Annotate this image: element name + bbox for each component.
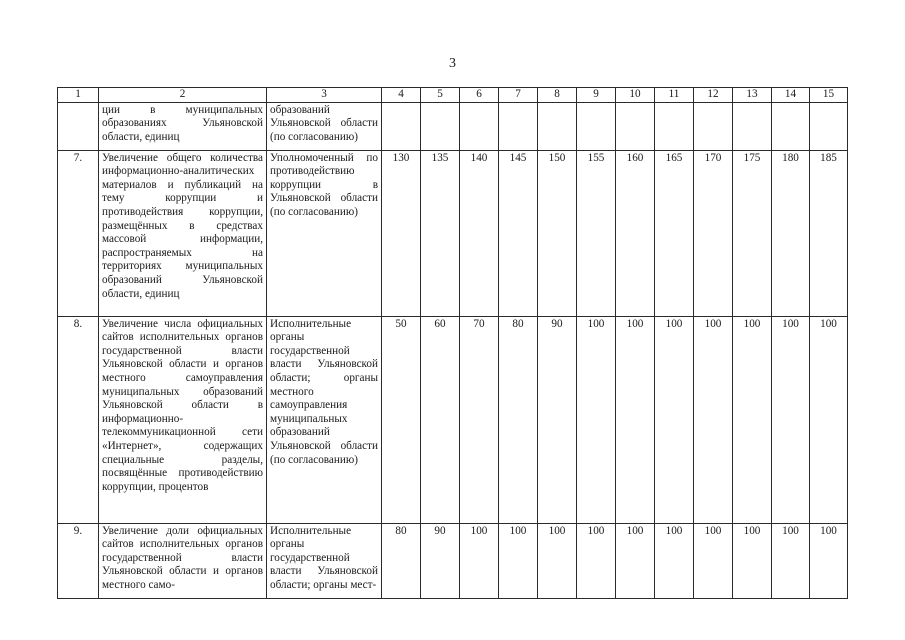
table-row: [58, 316, 848, 523]
value-cell: 130: [382, 150, 421, 316]
value-cell: 100: [733, 523, 772, 598]
value-cell: 100: [772, 316, 810, 523]
table-row: [58, 150, 848, 316]
column-header: 5: [421, 88, 460, 103]
value-cell: 135: [421, 150, 460, 316]
value-cell: 100: [616, 316, 655, 523]
column-header: 4: [382, 88, 421, 103]
page-number: 3: [449, 56, 456, 71]
column-header: 15: [810, 88, 848, 103]
value-cell: [460, 102, 499, 150]
value-cell: [499, 102, 538, 150]
value-cell: 100: [772, 523, 810, 598]
column-header: 12: [694, 88, 733, 103]
value-cell: 100: [538, 523, 577, 598]
value-cell: 145: [499, 150, 538, 316]
value-cell: [616, 102, 655, 150]
row-number: 8.: [58, 316, 99, 523]
value-cell: [772, 102, 810, 150]
column-header: 2: [99, 88, 267, 103]
indicator-text: Увеличение доли официальных сайтов исполнительных органов государственной власти Ульяновской области и органов местного само-: [99, 523, 267, 598]
value-cell: 175: [733, 150, 772, 316]
value-cell: 185: [810, 150, 848, 316]
value-cell: 100: [577, 316, 616, 523]
table-row: [58, 523, 848, 598]
value-cell: 100: [655, 523, 694, 598]
value-cell: 100: [655, 316, 694, 523]
value-cell: 150: [538, 150, 577, 316]
value-cell: 165: [655, 150, 694, 316]
row-number: 7.: [58, 150, 99, 316]
value-cell: 170: [694, 150, 733, 316]
table-header-row: [58, 88, 848, 103]
value-cell: [733, 102, 772, 150]
column-header: 14: [772, 88, 810, 103]
value-cell: 90: [538, 316, 577, 523]
column-header: 9: [577, 88, 616, 103]
column-header: 10: [616, 88, 655, 103]
value-cell: 100: [810, 316, 848, 523]
row-number: 9.: [58, 523, 99, 598]
value-cell: 90: [421, 523, 460, 598]
value-cell: 140: [460, 150, 499, 316]
column-header: 3: [267, 88, 382, 103]
column-header: 13: [733, 88, 772, 103]
value-cell: 100: [499, 523, 538, 598]
responsible-text: Исполнительные органы государственной власти Ульяновской области; органы мест-: [267, 523, 382, 598]
indicators-table: [57, 87, 848, 599]
responsible-text: Исполнительные органы государственной власти Ульяновской области; органы местного самоуправления муниципальных образований Ульяновской области (по согласованию): [267, 316, 382, 523]
column-header: 7: [499, 88, 538, 103]
indicator-text: Увеличение числа официальных сайтов исполнительных органов государственной власти Ульяновской области и органов местного самоуправления муниципальных образований Ульяновской области в информационно-телекоммуникационной сети «Интернет», содержащих специальные разделы, посвящённые противодействию коррупции, процентов: [99, 316, 267, 523]
value-cell: 100: [694, 316, 733, 523]
value-cell: [694, 102, 733, 150]
column-header: 8: [538, 88, 577, 103]
value-cell: [382, 102, 421, 150]
value-cell: 100: [810, 523, 848, 598]
value-cell: 100: [616, 523, 655, 598]
value-cell: [810, 102, 848, 150]
indicator-text: ции в муниципальных образованиях Ульяновской области, единиц: [99, 102, 267, 150]
value-cell: 80: [499, 316, 538, 523]
responsible-text: Уполномоченный по противодействию коррупции в Ульяновской области (по согласованию): [267, 150, 382, 316]
table-row: [58, 102, 848, 150]
value-cell: 100: [460, 523, 499, 598]
column-header: 11: [655, 88, 694, 103]
column-header: 6: [460, 88, 499, 103]
value-cell: 100: [694, 523, 733, 598]
value-cell: [538, 102, 577, 150]
row-number: [58, 102, 99, 150]
value-cell: 60: [421, 316, 460, 523]
value-cell: 180: [772, 150, 810, 316]
value-cell: 80: [382, 523, 421, 598]
value-cell: [655, 102, 694, 150]
value-cell: 100: [577, 523, 616, 598]
indicator-text: Увеличение общего количества информационно-аналитических материалов и публикаций на тему коррупции и противодействия коррупции, размещённых в средствах массовой информации, распространяемых на территориях муниципальных образований Ульяновской области, единиц: [99, 150, 267, 316]
value-cell: 160: [616, 150, 655, 316]
value-cell: 155: [577, 150, 616, 316]
value-cell: [577, 102, 616, 150]
value-cell: 70: [460, 316, 499, 523]
value-cell: 50: [382, 316, 421, 523]
value-cell: [421, 102, 460, 150]
responsible-text: образований Ульяновской области (по согласованию): [267, 102, 382, 150]
value-cell: 100: [733, 316, 772, 523]
column-header: 1: [58, 88, 99, 103]
